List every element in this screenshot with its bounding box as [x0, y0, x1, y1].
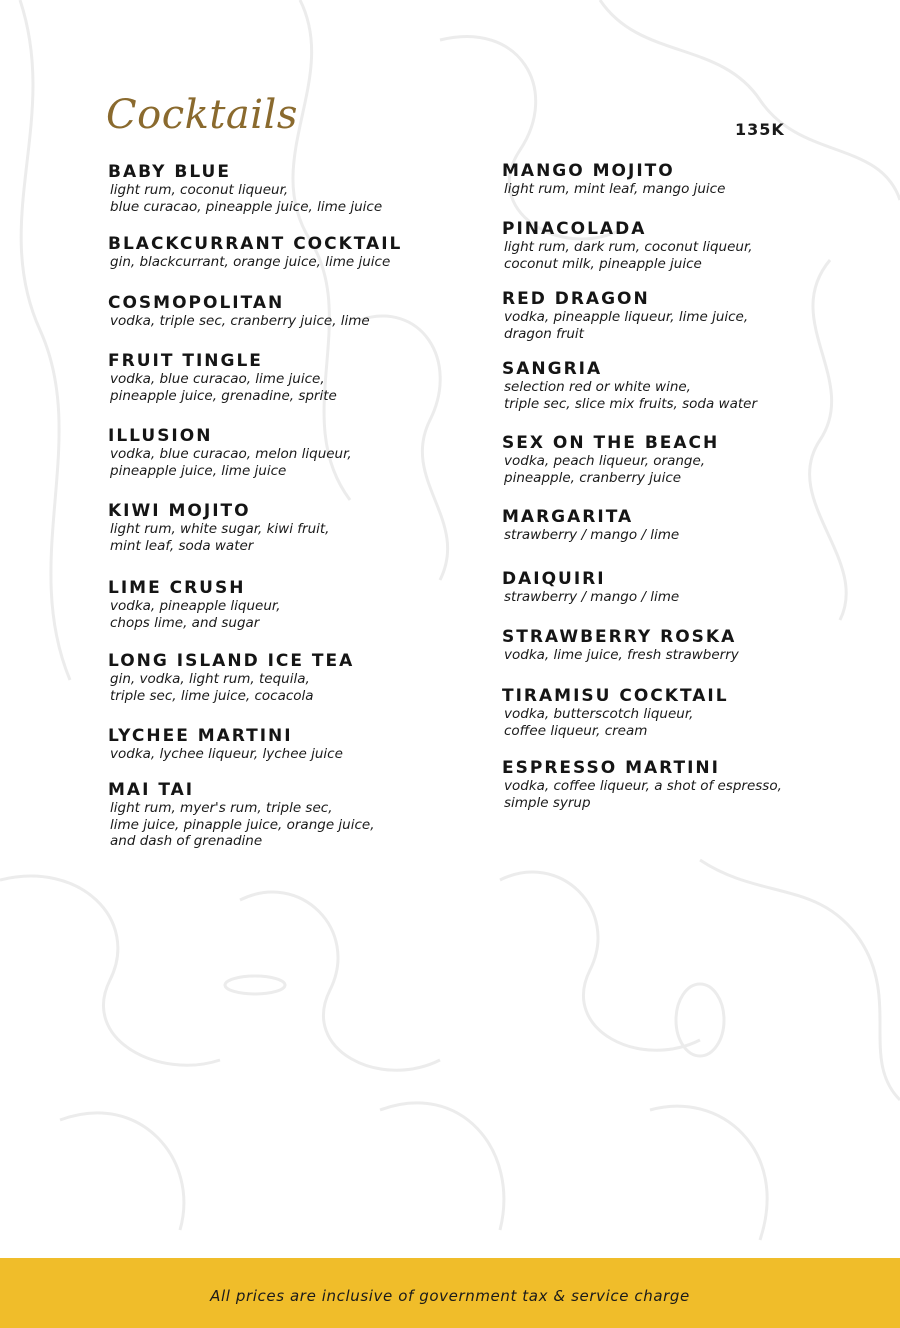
menu-item	[502, 434, 719, 486]
item-desc: vodka, peach liqueur, orange,	[504, 453, 706, 469]
item-name: SEX ON THE BEACH	[502, 433, 720, 453]
item-desc: chops lime, and sugar	[110, 614, 260, 631]
menu-item	[502, 508, 679, 544]
item-name: ILLUSION	[108, 426, 213, 446]
menu-item	[502, 628, 739, 664]
item-desc: light rum, white sugar, kiwi fruit,	[110, 521, 330, 537]
item-name: LYCHEE MARTINI	[108, 726, 293, 746]
item-desc: pineapple juice, grenadine, sprite	[110, 387, 337, 404]
item-desc: gin, blackcurrant, orange juice, lime juice	[110, 254, 391, 270]
item-desc: pineapple juice, lime juice	[110, 462, 287, 479]
menu-item	[502, 687, 729, 739]
menu-item	[502, 220, 753, 272]
item-desc: blue curacao, pineapple juice, lime juice	[110, 198, 383, 215]
item-desc: vodka, pineapple liqueur, lime juice,	[504, 309, 749, 325]
menu-item	[108, 652, 354, 704]
item-desc: triple sec, slice mix fruits, soda water	[504, 395, 757, 412]
menu-item	[502, 290, 748, 342]
item-desc: selection red or white wine,	[504, 379, 691, 395]
menu-item	[502, 759, 782, 811]
item-desc: and dash of grenadine	[110, 833, 263, 849]
item-desc: light rum, mint leaf, mango juice	[504, 181, 726, 197]
menu-item	[108, 502, 329, 554]
item-name: TIRAMISU COCKTAIL	[502, 686, 729, 706]
item-name: DAIQUIRI	[502, 569, 606, 589]
menu-item	[502, 570, 679, 606]
item-desc: coffee liqueur, cream	[504, 722, 648, 739]
item-name: KIWI MOJITO	[108, 501, 251, 521]
item-name: ESPRESSO MARTINI	[502, 758, 720, 778]
item-desc: vodka, coffee liqueur, a shot of espresso,	[504, 778, 782, 794]
item-desc: vodka, butterscotch liqueur,	[504, 706, 694, 722]
item-name: STRAWBERRY ROSKA	[502, 627, 737, 647]
menu-item	[108, 163, 382, 215]
item-desc: light rum, dark rum, coconut liqueur,	[504, 239, 753, 255]
item-desc: lime juice, pinapple juice, orange juice,	[110, 816, 375, 833]
footer-note: All prices are inclusive of government tax & service charge	[210, 1287, 690, 1305]
item-desc: coconut milk, pineapple juice	[504, 255, 702, 272]
price-label: 135K	[735, 120, 785, 139]
menu-item	[108, 579, 281, 631]
item-desc: strawberry / mango / lime	[504, 589, 680, 605]
menu-item	[502, 162, 725, 198]
item-desc: vodka, pineapple liqueur,	[110, 598, 281, 614]
item-desc: pineapple, cranberry juice	[504, 469, 682, 486]
item-name: BABY BLUE	[108, 162, 231, 182]
item-desc: simple syrup	[504, 794, 591, 811]
item-desc: gin, vodka, light rum, tequila,	[110, 671, 310, 687]
item-desc: vodka, triple sec, cranberry juice, lime	[110, 313, 370, 329]
item-name: RED DRAGON	[502, 289, 650, 309]
item-desc: light rum, myer's rum, triple sec,	[110, 800, 333, 816]
item-desc: vodka, blue curacao, lime juice,	[110, 371, 325, 387]
item-desc: triple sec, lime juice, cocacola	[110, 687, 314, 704]
item-name: COSMOPOLITAN	[108, 293, 285, 313]
menu-item	[108, 781, 375, 850]
item-desc: strawberry / mango / lime	[504, 527, 680, 543]
item-name: MARGARITA	[502, 507, 634, 527]
item-name: BLACKCURRANT COCKTAIL	[108, 234, 403, 254]
item-desc: dragon fruit	[504, 325, 584, 342]
item-name: FRUIT TINGLE	[108, 351, 263, 371]
menu-item	[108, 727, 343, 763]
item-desc: mint leaf, soda water	[110, 537, 254, 554]
item-name: MAI TAI	[108, 780, 195, 800]
menu-item	[108, 352, 337, 404]
item-name: MANGO MOJITO	[502, 161, 675, 181]
menu-item	[502, 360, 757, 412]
item-desc: light rum, coconut liqueur,	[110, 182, 289, 198]
item-desc: vodka, blue curacao, melon liqueur,	[110, 446, 352, 462]
menu-item	[108, 235, 402, 271]
item-name: LONG ISLAND ICE TEA	[108, 651, 355, 671]
item-name: SANGRIA	[502, 359, 603, 379]
item-desc: vodka, lime juice, fresh strawberry	[504, 647, 739, 663]
item-name: PINACOLADA	[502, 219, 647, 239]
menu-item	[108, 294, 370, 330]
item-desc: vodka, lychee liqueur, lychee juice	[110, 746, 343, 762]
menu-item	[108, 427, 352, 479]
menu-title: Cocktails	[106, 92, 298, 138]
item-name: LIME CRUSH	[108, 578, 246, 598]
